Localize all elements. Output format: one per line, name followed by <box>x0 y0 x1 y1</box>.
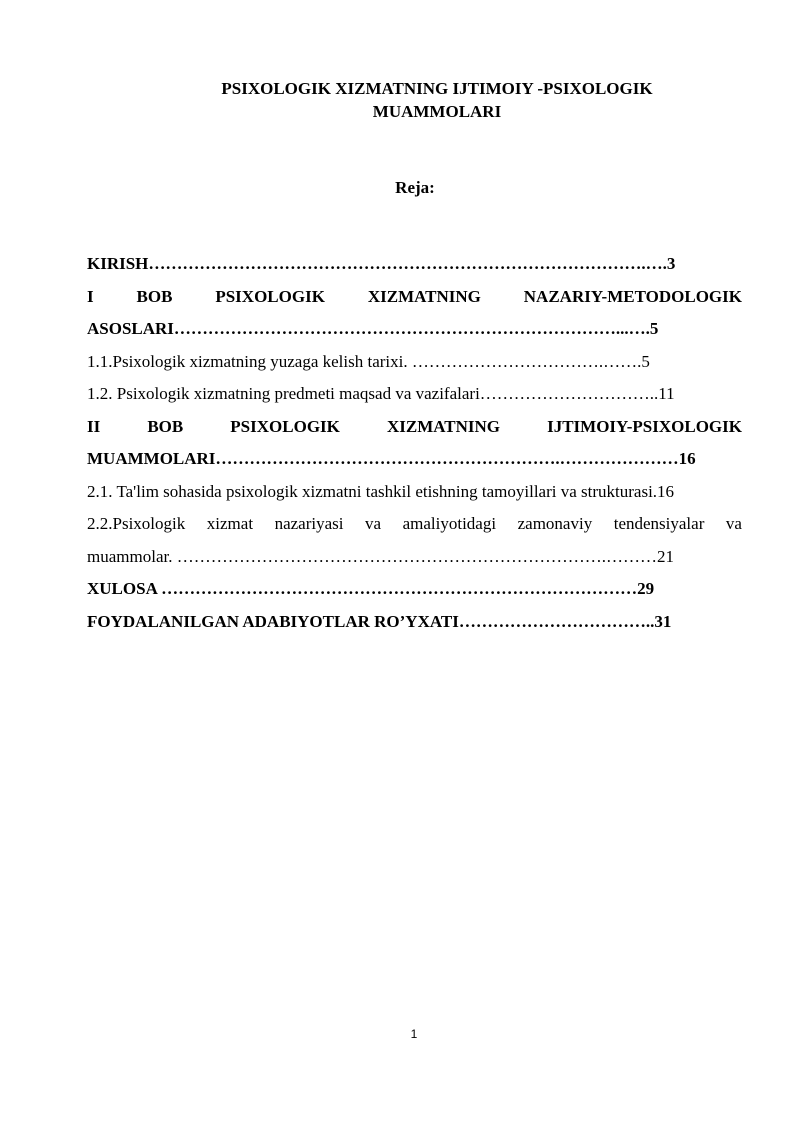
toc-word: II <box>87 417 101 436</box>
toc-entry-2-2-line1 <box>87 513 742 535</box>
toc-word: XIZMATNING <box>386 417 500 436</box>
toc-entry-bob1-line1 <box>87 286 742 308</box>
plan-heading: Reja: <box>395 178 435 197</box>
toc-word: va <box>365 514 382 533</box>
toc-entry-2-2-line2: muammolar. ………………………………………………………………….………21 <box>87 547 674 566</box>
toc-entry-1-2: 1.2. Psixologik xizmatning predmeti maqsad va vazifalari…………………………..11 <box>87 384 675 403</box>
toc-word: xizmat <box>206 514 254 533</box>
toc-entry-bob1-line2: ASOSLARI……………………………………………………………………...….5 <box>87 319 659 338</box>
document-title-line-1: PSIXOLOGIK XIZMATNING IJTIMOIY -PSIXOLOGIK <box>221 79 653 98</box>
toc-entry-xulosa: XULOSA …………………………………………………………………………29 <box>87 579 655 598</box>
toc-word: PSIXOLOGIK <box>215 287 325 306</box>
toc-word: NAZARIY-METODOLOGIK <box>523 287 742 306</box>
toc-word: zamonaviy <box>517 514 593 533</box>
toc-entry-bob2-line2: MUAMMOLARI…………………………………………………….…………………16 <box>87 449 696 468</box>
toc-word: 2.2.Psixologik <box>87 514 186 533</box>
toc-entry-2-1: 2.1. Ta'lim sohasida psixologik xizmatni tashkil etishning tamoyillari va strukturasi.16 <box>87 482 675 501</box>
toc-word: va <box>725 514 742 533</box>
toc-word: I <box>87 287 94 306</box>
toc-word: nazariyasi <box>274 514 344 533</box>
toc-entry-bob2-line1 <box>87 416 742 438</box>
toc-entry-kirish: KIRISH…………………………………………………………………………….….3 <box>87 254 676 273</box>
toc-entry-1-1: 1.1.Psixologik xizmatning yuzaga kelish tarixi. …………………………….…….5 <box>87 352 650 371</box>
toc-word: BOB <box>147 417 184 436</box>
toc-word: BOB <box>136 287 173 306</box>
toc-word: tendensiyalar <box>613 514 705 533</box>
toc-word: PSIXOLOGIK <box>230 417 340 436</box>
toc-entry-adabiyotlar: FOYDALANILGAN ADABIYOTLAR RO’YXATI……………………………..31 <box>87 612 672 631</box>
page-number: 1 <box>410 1027 418 1041</box>
toc-word: IJTIMOIY-PSIXOLOGIK <box>547 417 742 436</box>
document-title-line-2: MUAMMOLARI <box>372 102 502 121</box>
toc-word: amaliyotidagi <box>402 514 497 533</box>
toc-word: XIZMATNING <box>367 287 481 306</box>
